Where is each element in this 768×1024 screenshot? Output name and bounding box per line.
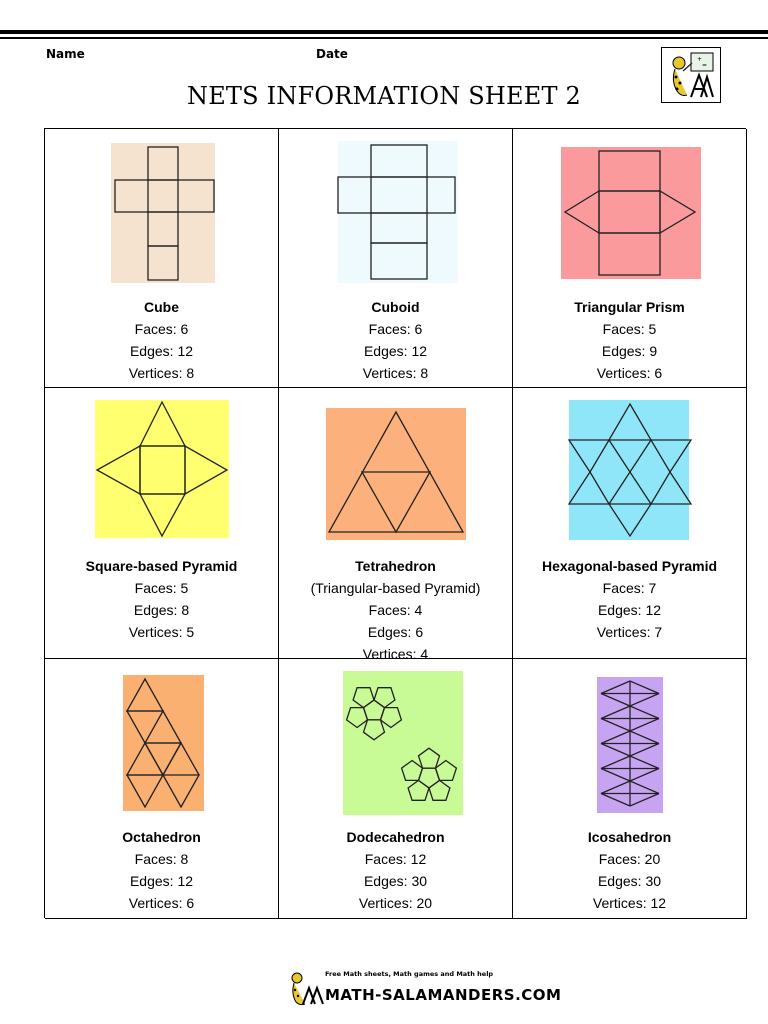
name-label: Name — [46, 47, 85, 61]
date-label: Date — [316, 47, 348, 61]
shape-card-octahedron — [45, 659, 279, 919]
shape-name: Square-based Pyramid — [85, 558, 238, 574]
edges-value: 12 — [411, 343, 428, 359]
cube-net — [45, 129, 279, 289]
vertices-value: 4 — [420, 646, 429, 662]
vertices-value: 20 — [416, 895, 433, 911]
vertices-value: 7 — [654, 624, 663, 640]
edges-value: 30 — [411, 873, 428, 889]
shape-card-dodecahedron — [279, 659, 513, 919]
svg-text:=: = — [702, 62, 708, 69]
cube-net-bg — [111, 143, 215, 283]
faces-value: 5 — [648, 321, 657, 337]
hexagonal-pyramid-net — [513, 388, 747, 548]
faces-value: 5 — [180, 580, 189, 596]
shape-subtitle: (Triangular-based Pyramid) — [310, 580, 481, 596]
faces-value: 7 — [648, 580, 657, 596]
dodecahedron-info: Dodecahedron Faces: 12 Edges: 30 Vertices: 20 — [279, 826, 512, 914]
edges-value: 12 — [177, 343, 194, 359]
square-pyramid-info: Square-based Pyramid Faces: 5 Edges: 8 Vertices: 5 — [45, 555, 278, 643]
shape-card-triangular-prism — [513, 129, 747, 388]
faces-value: 12 — [410, 851, 427, 867]
tetrahedron-info: Tetrahedron (Triangular-based Pyramid) Faces: 4 Edges: 6 Vertices: 4 — [279, 555, 512, 665]
vertices-value: 6 — [186, 895, 195, 911]
octahedron-info: Octahedron Faces: 8 Edges: 12 Vertices: 6 — [45, 826, 278, 914]
top-rule-thin — [0, 37, 768, 39]
edges-value: 30 — [645, 873, 662, 889]
triangular-prism-net — [513, 129, 747, 289]
shape-name: Hexagonal-based Pyramid — [541, 558, 718, 574]
shape-name: Icosahedron — [587, 829, 672, 845]
octahedron-net — [45, 659, 279, 819]
vertices-value: 12 — [650, 895, 667, 911]
shape-card-cube — [45, 129, 279, 388]
dodecahedron-net — [279, 659, 513, 819]
shape-name: Dodecahedron — [346, 829, 445, 845]
shape-card-cuboid — [279, 129, 513, 388]
top-rule-thick — [0, 30, 768, 34]
vertices-value: 8 — [186, 365, 195, 381]
edges-value: 12 — [645, 602, 662, 618]
icosahedron-info: Icosahedron Faces: 20 Edges: 30 Vertices: 12 — [513, 826, 746, 914]
shape-name: Triangular Prism — [574, 299, 685, 315]
footer-brand: MATH-SALAMANDERS.COM — [325, 986, 562, 1004]
shape-name: Tetrahedron — [355, 558, 436, 574]
square-pyramid-net — [45, 388, 279, 548]
faces-value: 20 — [644, 851, 661, 867]
triangular-prism-info: Triangular Prism Faces: 5 Edges: 9 Vertices: 6 — [513, 296, 746, 384]
shape-name: Cube — [144, 299, 179, 315]
tetrahedron-net — [279, 388, 513, 548]
faces-value: 6 — [180, 321, 189, 337]
vertices-value: 5 — [186, 624, 195, 640]
shape-name: Octahedron — [122, 829, 201, 845]
shape-card-square-pyramid — [45, 388, 279, 659]
edges-value: 8 — [181, 602, 190, 618]
shape-card-tetrahedron — [279, 388, 513, 662]
shape-name: Cuboid — [371, 299, 420, 315]
faces-value: 6 — [414, 321, 423, 337]
page-title: NETS INFORMATION SHEET 2 — [187, 82, 581, 110]
faces-value: 4 — [414, 602, 423, 618]
shape-card-icosahedron — [513, 659, 747, 919]
faces-value: 8 — [180, 851, 189, 867]
edges-value: 6 — [415, 624, 424, 640]
cuboid-net — [279, 129, 513, 289]
footer-logo — [287, 968, 562, 1008]
edges-value: 9 — [649, 343, 658, 359]
nets-grid — [44, 128, 746, 918]
cube-info: Cube Faces: 6 Edges: 12 Vertices: 8 — [45, 296, 278, 384]
shape-card-hexagonal-pyramid — [513, 388, 747, 659]
svg-text:+: + — [697, 56, 703, 63]
icosahedron-net — [513, 659, 747, 819]
vertices-value: 6 — [654, 365, 663, 381]
edges-value: 12 — [177, 873, 194, 889]
footer-tagline: Free Math sheets, Math games and Math help — [325, 970, 494, 978]
vertices-value: 8 — [420, 365, 429, 381]
hexagonal-pyramid-info: Hexagonal-based Pyramid Faces: 7 Edges: 12 Vertices: 7 — [513, 555, 746, 643]
salamander-footer-icon — [292, 973, 323, 1005]
cuboid-info: Cuboid Faces: 6 Edges: 12 Vertices: 8 — [279, 296, 512, 384]
